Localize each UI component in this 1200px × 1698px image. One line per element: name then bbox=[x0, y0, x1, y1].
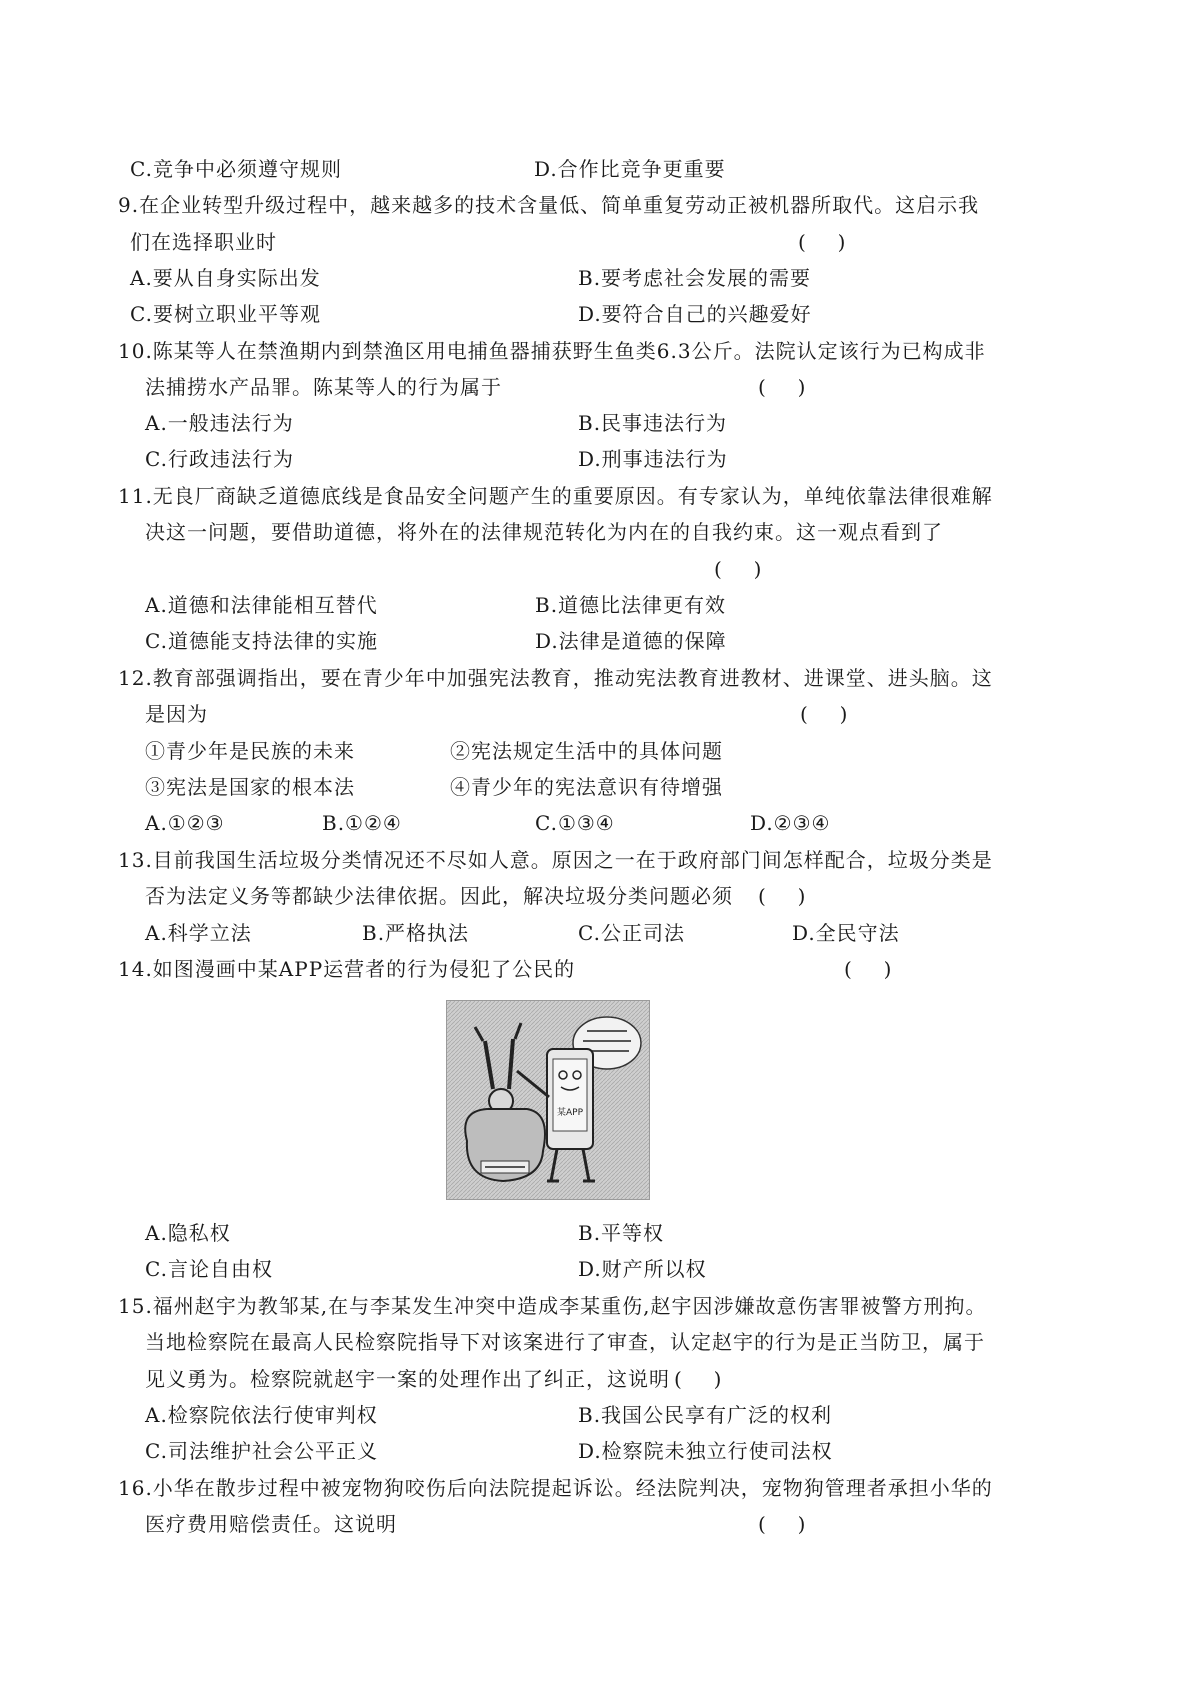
q12-item-2: ②宪法规定生活中的具体问题 bbox=[450, 739, 723, 763]
q11-answer-blank: ( ) bbox=[714, 557, 762, 581]
q16-stem: 16.小华在散步过程中被宠物狗咬伤后向法院提起诉讼。经法院判决，宠物狗管理者承担小华的 bbox=[118, 1476, 993, 1500]
q12-item-1: ①青少年是民族的未来 bbox=[145, 739, 355, 763]
q9-stem-cont: 们在选择职业时 bbox=[130, 230, 277, 254]
q8-option-d: D.合作比竞争更重要 bbox=[534, 157, 726, 181]
q11-option-d: D.法律是道德的保障 bbox=[535, 629, 727, 653]
q9-stem: 9.在企业转型升级过程中，越来越多的技术含量低、简单重复劳动正被机器所取代。这启示我 bbox=[118, 193, 980, 217]
q10-option-d: D.刑事违法行为 bbox=[578, 447, 728, 471]
q15-stem: 15.福州赵宇为教邹某,在与李某发生冲突中造成李某重伤,赵宇因涉嫌故意伤害罪被警方刑拘。 bbox=[118, 1294, 987, 1318]
cartoon-figure bbox=[446, 1000, 650, 1200]
q10-stem-cont: 法捕捞水产品罪。陈某等人的行为属于 bbox=[145, 375, 502, 399]
q13-stem: 13.目前我国生活垃圾分类情况还不尽如人意。原因之一在于政府部门间怎样配合，垃圾分类是 bbox=[118, 848, 993, 872]
q14-option-d: D.财产所以权 bbox=[578, 1257, 707, 1281]
q15-option-a: A.检察院依法行使审判权 bbox=[145, 1403, 378, 1427]
q11-option-b: B.道德比法律更有效 bbox=[535, 593, 727, 617]
q12-answer-blank: ( ) bbox=[800, 702, 848, 726]
q14-option-b: B.平等权 bbox=[578, 1221, 665, 1245]
q11-option-a: A.道德和法律能相互替代 bbox=[145, 593, 378, 617]
q15-answer-blank: ( ) bbox=[674, 1367, 722, 1391]
q10-option-c: C.行政违法行为 bbox=[145, 447, 294, 471]
q12-item-4: ④青少年的宪法意识有待增强 bbox=[450, 775, 723, 799]
q14-answer-blank: ( ) bbox=[844, 957, 892, 981]
q12-stem: 12.教育部强调指出，要在青少年中加强宪法教育，推动宪法教育进教材、进课堂、进头脑。这 bbox=[118, 666, 993, 690]
q16-stem-cont: 医疗费用赔偿责任。这说明 bbox=[145, 1512, 397, 1536]
q13-stem-cont: 否为法定义务等都缺少法律依据。因此，解决垃圾分类问题必须 bbox=[145, 884, 733, 908]
q13-option-c: C.公正司法 bbox=[578, 921, 685, 945]
q14-stem: 14.如图漫画中某APP运营者的行为侵犯了公民的 bbox=[118, 957, 576, 981]
q14-option-c: C.言论自由权 bbox=[145, 1257, 273, 1281]
q15-option-d: D.检察院未独立行使司法权 bbox=[578, 1439, 833, 1463]
q9-answer-blank: ( ) bbox=[798, 230, 846, 254]
q11-option-c: C.道德能支持法律的实施 bbox=[145, 629, 378, 653]
q13-option-d: D.全民守法 bbox=[792, 921, 900, 945]
q15-option-c: C.司法维护社会公平正义 bbox=[145, 1439, 378, 1463]
q12-option-b: B.①②④ bbox=[322, 811, 402, 835]
q13-option-a: A.科学立法 bbox=[145, 921, 252, 945]
q13-option-b: B.严格执法 bbox=[362, 921, 470, 945]
q15-stem-cont-2: 见义勇为。检察院就赵宇一案的处理作出了纠正，这说明 bbox=[145, 1367, 670, 1391]
q11-stem-cont: 决这一问题，要借助道德，将外在的法律规范转化为内在的自我约束。这一观点看到了 bbox=[145, 520, 943, 544]
q12-item-3: ③宪法是国家的根本法 bbox=[145, 775, 355, 799]
q12-stem-cont: 是因为 bbox=[145, 702, 208, 726]
q9-option-a: A.要从自身实际出发 bbox=[130, 266, 321, 290]
cartoon-illustration bbox=[447, 1001, 649, 1199]
q11-stem: 11.无良厂商缺乏道德底线是食品安全问题产生的重要原因。有专家认为，单纯依靠法律很难解 bbox=[118, 484, 993, 508]
q12-option-a: A.①②③ bbox=[145, 811, 225, 835]
q14-option-a: A.隐私权 bbox=[145, 1221, 231, 1245]
phone-app-label: 某APP bbox=[556, 1108, 584, 1118]
q10-answer-blank: ( ) bbox=[758, 375, 806, 399]
q15-option-b: B.我国公民享有广泛的权利 bbox=[578, 1403, 833, 1427]
q9-option-b: B.要考虑社会发展的需要 bbox=[578, 266, 812, 290]
q9-option-c: C.要树立职业平等观 bbox=[130, 302, 321, 326]
q16-answer-blank: ( ) bbox=[758, 1512, 806, 1536]
q8-option-c: C.竞争中必须遵守规则 bbox=[130, 157, 342, 181]
q15-stem-cont-1: 当地检察院在最高人民检察院指导下对该案进行了审查，认定赵宇的行为是正当防卫，属于 bbox=[145, 1330, 985, 1354]
q10-option-b: B.民事违法行为 bbox=[578, 411, 728, 435]
q10-option-a: A.一般违法行为 bbox=[145, 411, 294, 435]
q13-answer-blank: ( ) bbox=[758, 884, 806, 908]
q12-option-c: C.①③④ bbox=[535, 811, 615, 835]
q9-option-d: D.要符合自己的兴趣爱好 bbox=[578, 302, 812, 326]
q10-stem: 10.陈某等人在禁渔期内到禁渔区用电捕鱼器捕获野生鱼类6.3公斤。法院认定该行为已构成非 bbox=[118, 339, 986, 363]
q12-option-d: D.②③④ bbox=[750, 811, 831, 835]
